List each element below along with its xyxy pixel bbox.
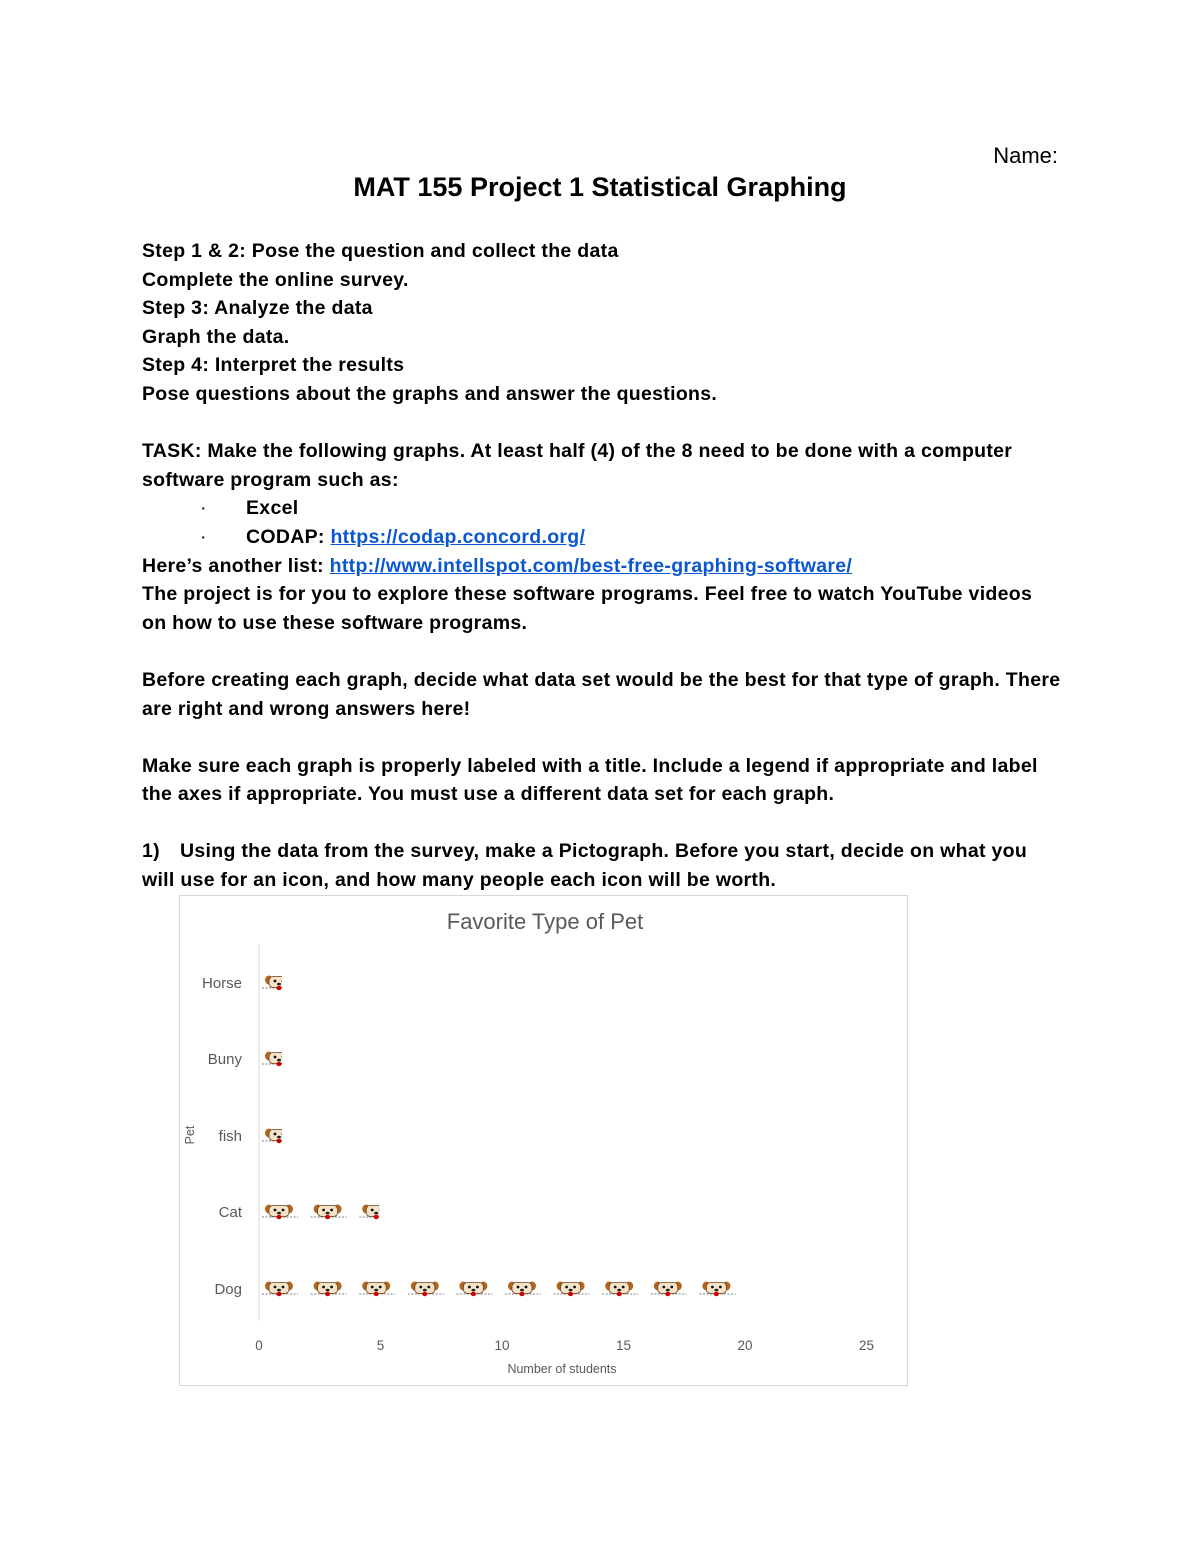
dog-face-icon bbox=[311, 1205, 347, 1220]
dog-face-icon bbox=[651, 1282, 687, 1297]
pictograph-icon bbox=[262, 1282, 298, 1297]
explore-text: The project is for you to explore these software programs. Feel free to watch YouTube videos on how to use these software programs. bbox=[142, 583, 1033, 634]
question-1-text: Using the data from the survey, make a Pictograph. Before you start, decide on what you will use for an icon, and how many people each icon will be worth. bbox=[142, 840, 1028, 892]
category-label: Cat bbox=[218, 1204, 242, 1221]
bullet-codap bbox=[142, 523, 1062, 552]
chart-title: Favorite Type of Pet bbox=[446, 909, 644, 934]
step-1-2-heading: Step 1 & 2: Pose the question and collect the data bbox=[142, 240, 619, 262]
another-list-label: Here’s another list: bbox=[142, 554, 330, 577]
chart-canvas bbox=[180, 896, 909, 1387]
step-1-2-text: Complete the online survey. bbox=[142, 268, 409, 291]
pictograph-icon bbox=[359, 1282, 395, 1297]
pictograph-icon bbox=[699, 1282, 735, 1297]
dog-face-icon bbox=[359, 1282, 395, 1297]
pictograph-icon bbox=[651, 1282, 687, 1297]
dog-face-icon bbox=[262, 1129, 298, 1144]
dog-face-icon bbox=[311, 1282, 347, 1297]
pictograph-icon bbox=[311, 1205, 347, 1220]
pictograph-icon bbox=[602, 1282, 638, 1297]
pictograph-icon bbox=[359, 1205, 395, 1220]
bullet-excel-label: Excel bbox=[246, 497, 299, 520]
dog-face-icon bbox=[262, 1205, 298, 1220]
pictograph-icon bbox=[262, 976, 298, 991]
question-1 bbox=[142, 837, 1062, 894]
question-1-number: 1) bbox=[142, 840, 160, 863]
another-list-line bbox=[142, 552, 1062, 581]
x-tick-label: 25 bbox=[858, 1338, 875, 1353]
dog-face-icon bbox=[262, 1052, 298, 1067]
x-axis-title: Number of students bbox=[507, 1362, 617, 1376]
pictograph-icon bbox=[505, 1282, 541, 1297]
pictograph-icon bbox=[554, 1282, 590, 1297]
dog-face-icon bbox=[505, 1282, 541, 1297]
category-label: Dog bbox=[214, 1281, 242, 1298]
category-label: Buny bbox=[207, 1051, 242, 1068]
step-4-text: Pose questions about the graphs and answer the questions. bbox=[142, 382, 718, 405]
step-3-heading: Step 3: Analyze the data bbox=[142, 297, 373, 320]
intellspot-link[interactable]: http://www.intellspot.com/best-free-graphing-software/ bbox=[329, 554, 853, 577]
document-body bbox=[142, 237, 1062, 895]
dog-face-icon bbox=[602, 1282, 638, 1297]
pictograph-icon bbox=[262, 1205, 298, 1220]
category-label: Horse bbox=[201, 975, 242, 992]
x-tick-label: 20 bbox=[737, 1338, 753, 1353]
bullet-dot: · bbox=[200, 497, 207, 520]
x-tick-label: 15 bbox=[615, 1338, 632, 1353]
pictograph-icon bbox=[456, 1282, 492, 1297]
document-title: MAT 155 Project 1 Statistical Graphing bbox=[353, 172, 847, 202]
x-tick-label: 5 bbox=[376, 1338, 385, 1353]
category-label: fish bbox=[218, 1128, 242, 1145]
dog-face-icon bbox=[262, 976, 298, 991]
bullet-dot: · bbox=[200, 525, 207, 548]
name-label: Name: bbox=[993, 143, 1058, 168]
step-3-text: Graph the data. bbox=[142, 325, 290, 348]
dog-face-icon bbox=[262, 1282, 298, 1297]
dog-face-icon bbox=[359, 1205, 395, 1220]
y-axis-title: Pet bbox=[183, 1125, 197, 1145]
pictograph-icon bbox=[262, 1052, 298, 1067]
bullet-excel bbox=[142, 494, 1062, 523]
x-tick-label: 0 bbox=[255, 1338, 263, 1353]
task-text: TASK: Make the following graphs. At least half (4) of the 8 need to be done with a computer software program such as: bbox=[142, 440, 1013, 491]
x-tick-label: 10 bbox=[494, 1338, 510, 1353]
codap-link[interactable]: https://codap.concord.org/ bbox=[330, 525, 586, 548]
dog-face-icon bbox=[408, 1282, 444, 1297]
pictograph-chart bbox=[179, 895, 908, 1386]
pictograph-icon bbox=[262, 1129, 298, 1144]
dog-face-icon bbox=[456, 1282, 492, 1297]
make-sure-text: Make sure each graph is properly labeled with a title. Include a legend if appropriate and label the axes if appropriate. You must use a different data set for each graph. bbox=[142, 754, 1038, 806]
before-creating-text: Before creating each graph, decide what data set would be the best for that type of graph. There are right and wrong answers here! bbox=[142, 668, 1061, 720]
dog-face-icon bbox=[554, 1282, 590, 1297]
bullet-codap-label: CODAP: bbox=[246, 525, 325, 548]
dog-face-icon bbox=[699, 1282, 735, 1297]
step-4-heading: Step 4: Interpret the results bbox=[142, 354, 405, 377]
pictograph-icon bbox=[311, 1282, 347, 1297]
pictograph-icon bbox=[408, 1282, 444, 1297]
